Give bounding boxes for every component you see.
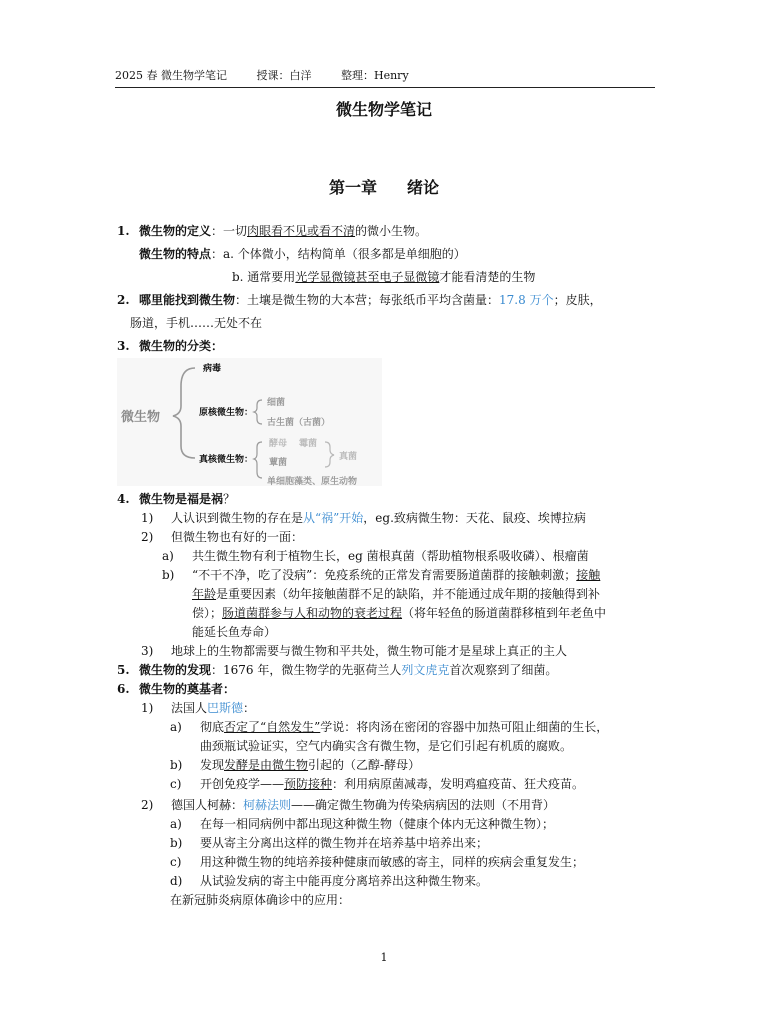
section-4-point-2: 2) 但微生物也有好的一面：: [141, 530, 304, 544]
tree-mold: 霉菌: [299, 439, 318, 449]
header-lecturer: 授课：白洋: [256, 69, 312, 82]
section-1-definition: 1. 微生物的定义：一切肉眼看不见或看不清的微小生物。: [117, 224, 428, 238]
section-6-koch-a: a) 在每一相同病例中都出现这种微生物（健康个体内无这种微生物）；: [170, 817, 555, 831]
running-header: [115, 67, 655, 88]
section-4-point-2b: b) “不干不净，吃了没病”：免疫系统的正常发育需要肠道菌群的接触刺激；接触: [162, 568, 601, 582]
section-4-point-2b-cont2: 偿）；肠道菌群参与人和动物的衰老过程（将年轻鱼的肠道菌群移植到年老鱼中: [192, 606, 607, 620]
section-label: 微生物的定义: [139, 224, 212, 238]
section-1-features: 微生物的特点：a. 个体微小，结构简单（很多都是单细胞的）: [139, 247, 466, 261]
section-4-point-3: 3) 地球上的生物都需要与微生物和平共处，微生物可能才是星球上真正的主人: [141, 644, 568, 658]
tree-unicellular: 单细胞藻类、原生动物: [267, 477, 358, 487]
section-2-cont: 肠道，手机……无处不在: [130, 316, 263, 330]
chapter-name: 绪论: [407, 178, 440, 197]
section-4-point-2b-cont3: 能延长鱼寿命）: [192, 625, 277, 639]
section-number: 1.: [117, 224, 130, 238]
section-6-koch-d: d) 从试验发病的寄主中能再度分离培养出这种微生物来。: [170, 874, 489, 888]
section-6-covid-application: 在新冠肺炎病原体确诊中的应用：: [170, 893, 351, 907]
tree-root: 微生物: [121, 410, 161, 425]
tree-archaea: 古生菌（古菌）: [267, 418, 331, 428]
section-3-classification: 3. 微生物的分类：: [117, 339, 224, 353]
section-6-pasteur-a: a) 彻底否定了“自然发生”学说：将肉汤在密闭的容器中加热可阻止细菌的生长，: [170, 720, 609, 734]
section-6-koch: 2) 德国人柯赫：柯赫法则——确定微生物确为传染病病因的法则（不用背）: [141, 798, 556, 812]
section-6-pasteur-c: c) 开创免疫学——预防接种：利用病原菌减毒，发明鸡瘟疫苗、狂犬疫苗。: [170, 777, 585, 791]
section-6-pasteur-b: b) 发现发酵是由微生物引起的（乙醇-酵母）: [170, 758, 421, 772]
section-2-where: 2. 哪里能找到微生物：土壤是微生物的大本营；每张纸币平均含菌量：17.8 万个；皮肤，: [117, 293, 602, 307]
section-4-point-2b-cont1: 年龄是重要因素（幼年接触菌群不足的缺陷，并不能通过成年期的接触得到补: [192, 587, 601, 601]
tree-prokaryote: 原核微生物：: [199, 408, 254, 418]
features-label: 微生物的特点: [139, 247, 212, 261]
section-6-koch-c: c) 用这种微生物的纯培养接种健康而敏感的寄主，同样的疾病会重复发生；: [170, 855, 585, 869]
section-6-pasteur-a-cont: 曲颈瓶试验证实，空气内确实含有微生物，是它们引起有机质的腐败。: [200, 739, 573, 753]
tree-fungi: 真菌: [339, 452, 358, 462]
section-4-point-2a: a) 共生微生物有利于植物生长，eg 菌根真菌（帮助植物根系吸收磷）、根瘤菌: [162, 549, 589, 563]
chapter-heading: [0, 175, 768, 198]
section-1-feature-b: b. 通常要用光学显微镜甚至电子显微镜才能看清楚的生物: [232, 270, 536, 284]
section-6-founders: 6. 微生物的奠基者：: [117, 682, 236, 696]
tree-yeast: 酵母: [269, 439, 288, 449]
header-course: 2025 春 微生物学笔记: [115, 69, 227, 82]
section-6-koch-b: b) 要从寄主分离出这样的微生物并在培养基中培养出来；: [170, 836, 489, 850]
page-number: 1: [380, 951, 388, 964]
tree-mushroom: 蕈菌: [269, 458, 288, 468]
tree-bacteria: 细菌: [267, 398, 286, 408]
document-title: 微生物学笔记: [335, 100, 432, 119]
tree-eukaryote: 真核微生物：: [199, 455, 254, 465]
section-6-pasteur: 1) 法国人巴斯德：: [141, 701, 256, 715]
classification-tree: [117, 358, 382, 486]
section-5-discovery: 5. 微生物的发现：1676 年，微生物学的先驱荷兰人列文虎克首次观察到了细菌。: [117, 663, 558, 677]
section-4-point-1: 1) 人认识到微生物的存在是从“祸”开始，eg.致病微生物：天花、鼠疫、埃博拉病: [141, 511, 586, 525]
header-editor: 整理：Henry: [341, 69, 409, 82]
tree-virus: 病毒: [203, 364, 222, 374]
section-4-good-or-bad: 4. 微生物是福是祸？: [117, 492, 236, 506]
chapter-number: 第一章: [328, 178, 377, 197]
